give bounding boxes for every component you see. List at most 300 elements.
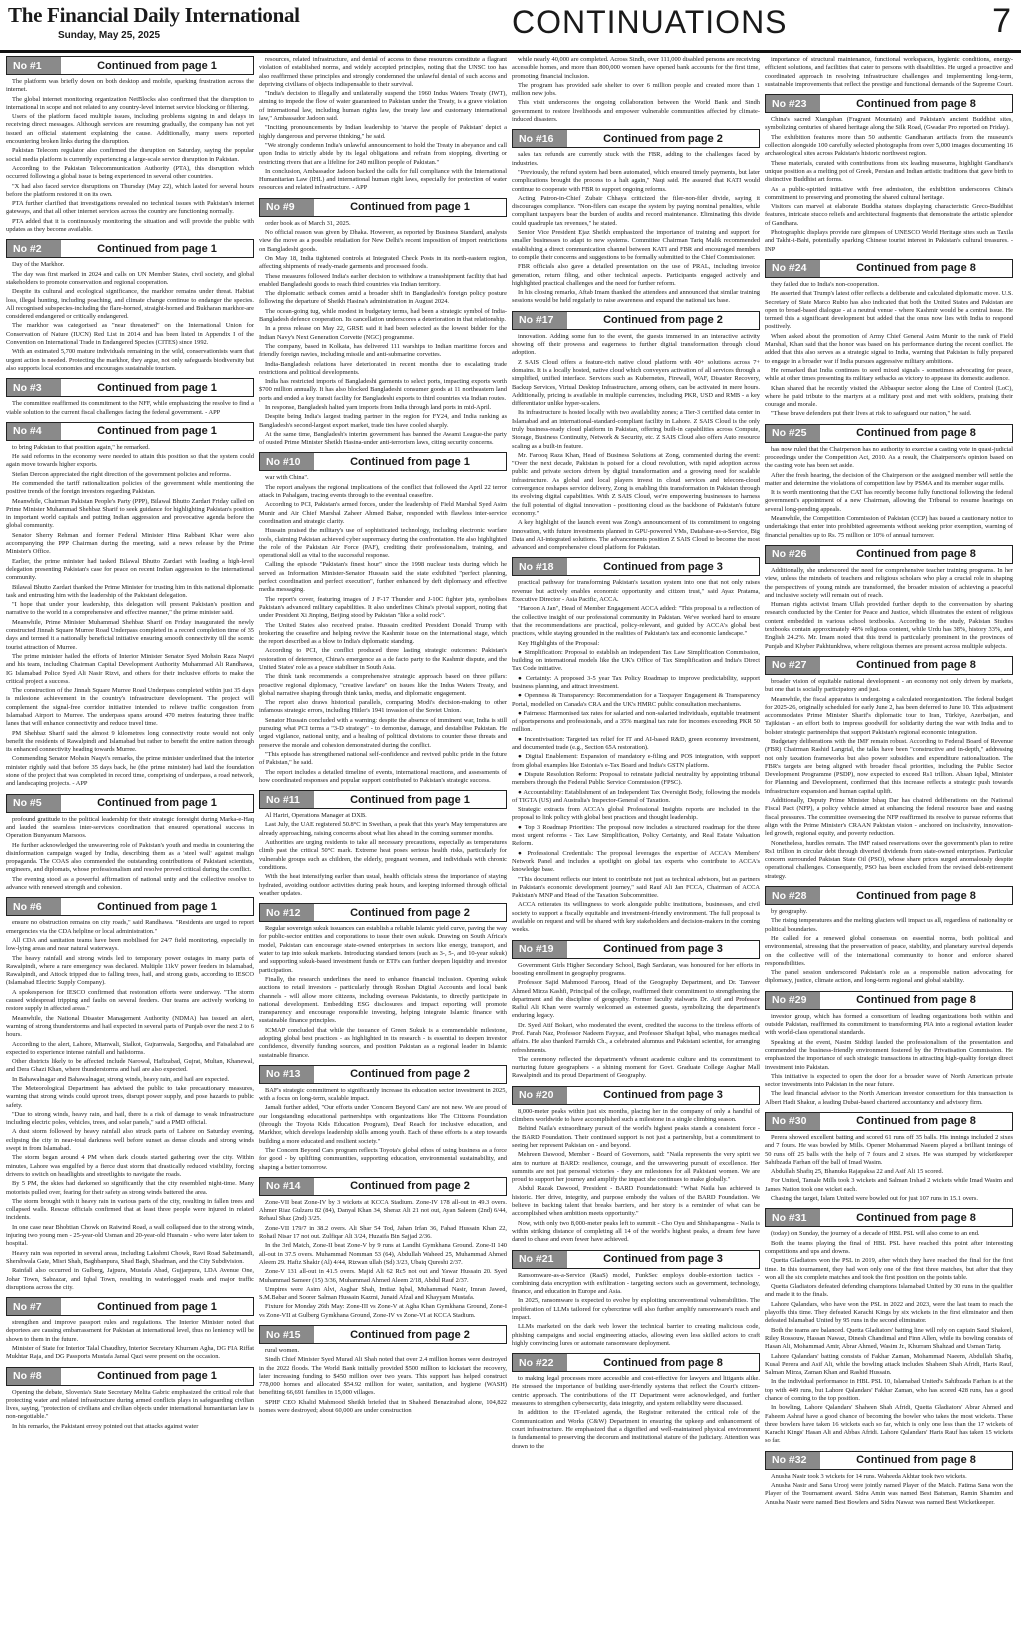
story-paragraph: The global internet monitoring organization NetBlocks also confirmed that the disruption to international in scope and not related to any country-level internet service blocking or filtering. <box>6 95 254 111</box>
column-4 <box>765 56 1013 1646</box>
story-paragraph: The panel session underscored Pakistan's role as a responsible nation advocating for diplomacy, justice, climate action, and long-term regional and global stability. <box>765 969 1013 985</box>
story-paragraph: Additionally, she underscored the need for comprehensive teacher training programs. In her view, unless the mindsets of teachers and religious scholars who play a crucial role in shaping the perspectives of young minds are transformed, the broader mission of achieving a peaceful and inclusive society will remain out of reach. <box>765 566 1013 599</box>
story-paragraph: ● Fairness: Harmonised tax rates for salaried and non-salaried individuals, equitable treatment of sportspersons and professionals, and a 35% marginal tax rate for incomes exceeding PKR 50 million. <box>512 709 760 734</box>
continued-from-label: Continued from page 3 <box>603 1253 723 1266</box>
story-number: No #30 <box>766 1113 820 1130</box>
story-paragraph: In 2025, ransomware is expected to evolve by exploiting unconventional vulnerabilities. The proliferation of LLMs tailored for cybercrime will also further amplify ransomware's reach and impact. <box>512 1297 760 1321</box>
story-paragraph: The heavy rainfall and strong winds led to temporary power outages in many parts of Rawalpindi, where a rare emergency was declared. Multiple 11kV power feeders in Islamabad, Rawalpindi, and Attock tripped due to falling trees, hail, and strong gusts, according to IESCO (Islamabad Electric Supply Company). <box>6 954 254 987</box>
continued-from-label: Continued from page 1 <box>350 201 470 214</box>
story-paragraph: When asked about the promotion of Army Chief General Asim Munir to the rank of Field Marshal, Khan said that the honor was based on his performance during the recent conflict. He added that this also serves as a strategic signal to India, warning that Pakistan is fully prepared to engage in a broader war if India pursues aggressive military ambitions. <box>765 332 1013 365</box>
story-paragraph: Behind Naila's extraordinary pursuit of the world's highest peaks stands a consistent force - the BARD Foundation. Their continued support is not just a partnership, but a commitment to seeing her represent Pakistan on - and beyond. <box>512 1125 760 1149</box>
story-paragraph: These measures followed India's earlier decision to withdraw a transshipment facility that had enabled Bangladeshi goods to reach third countries via Indian territory. <box>259 272 507 288</box>
story-paragraph: Both the teams playing the final of HBL PSL have reached this point after interesting competitions and ups and downs. <box>765 1239 1013 1255</box>
story <box>512 557 760 934</box>
story <box>259 903 507 1060</box>
story <box>259 790 507 898</box>
story-paragraph: Meanwhile, the Competition Commission of Pakistan (CCP) has issued a cautionary notice to undertakings that enter into prohibited agreements without seeking prior exemption, warning of financial penalties up to Rs. 75 million or 10% of annual turnover. <box>765 515 1013 539</box>
story-paragraph: The company, based in Kolkata, has delivered 111 warships to Indian maritime forces and friendly foreign navies, including missile and anti-submarine corvettes. <box>259 342 507 359</box>
story-header <box>259 1177 507 1196</box>
story-paragraph: Despite its cultural and ecological significance, the markhor remains under threat. Habitat loss, illegal hunting, including poaching, and climate change continue to endanger the species. All recognised subspecies-including the flare-horned, straight-horned and Bukharan markhor-are considered endangered or critically endangered. <box>6 288 254 321</box>
continued-from-label: Continued from page 2 <box>350 906 470 919</box>
story-paragraph: "Haroon A Jan", Head of Member Engagement ACCA added: "This proposal is a reflection of the collective insight of our professional community in Pakistan. We've worked hard to ensure that the recommendations are practical, policy-relevant, and guided by ACCA's global best practices, while staying grounded in the realities of Pakistan's tax and economic landscape." <box>512 605 760 638</box>
story-paragraph: Senator Hussain concluded with a warning: despite the absence of imminent war, India is still pursuing what PCI terms a "3-D strategy" - to demonise, damage, and destabilise Pakistan. He urged vigilance, national unity, and a healing of political divisions to counter these threats and preserve the morale and cohesion demonstrated during the conflict. <box>259 716 507 749</box>
story-number: No #23 <box>766 95 820 112</box>
story-paragraph: Hussain praised the military's use of sophisticated technology, including electronic warfare tools, claiming Pakistan achieved cyber supremacy during the confrontation. He also highlighted the role of the Pakistan Air Force (PAF), crediting their professionalism, training, and operational skill as vital to the successful response. <box>259 527 507 560</box>
story-paragraph: Additionally, Deputy Prime Minister Ishaq Dar has chaired deliberations on the National Fiscal Pact (NFP), a policy vehicle aimed at enhancing the federal resource base and easing fiscal pressures. The committee overseeing the NFP reaffirmed its resolve to pursue reforms that align with the Prime Minister's CRAAN Pakistan vision - anchored on inclusivity, innovation-led growth, regional equity, and poverty reduction. <box>765 797 1013 838</box>
story-paragraph: India-Bangladesh relations have deteriorated in recent months due to escalating trade restrictions and political developments. <box>259 360 507 376</box>
story-paragraph: The evening stood as a powerful affirmation of national unity and the collective resolve to advance with renewed strength and cohesion. <box>6 875 254 892</box>
story-paragraph: The rising temperatures and the melting glaciers will impact us all, regardless of nationality or political boundaries. <box>765 917 1013 933</box>
story-paragraph: Abdullah Shafiq 25, Bhanuka Rajapaksa 22 and Asif Ali 15 scored. <box>771 1168 944 1176</box>
story-paragraph: All CDA and sanitation teams have been mobilised for 24/7 field monitoring, especially in low-lying areas and near natural waterways. <box>6 936 254 953</box>
story-paragraph: Now, with only two 8,000-meter peaks left to summit - Cho Oyu and Shishapangma - Naila is within striking distance of completing all 14 of the world's highest peaks, a dream few have dared to chase and even fewer have achieved. <box>512 1219 760 1244</box>
story-paragraph: In addition to the IT-related agenda, the Registrar reiterated the critical role of the Communication and Works (C&W) Department in ensuring the upkeep and enhancement of court infrastructure. He emphasized that a dignified and well-maintained physical environment is fundamental to preserving the decorum and institutional stature of the judiciary. Attention was drawn to the <box>512 1409 760 1450</box>
story-paragraph: The ocean-going tug, while modest in budgetary terms, had been a strategic symbol of India-Bangladesh defence cooperation. Its cancellation underscores a deterioration in that relationship. <box>259 307 507 324</box>
continued-from-label: Continued from page 8 <box>856 548 976 561</box>
story <box>259 198 507 448</box>
story <box>259 1065 507 1172</box>
story <box>6 1297 254 1361</box>
story-paragraph: No official reason was given by Dhaka. However, as reported by Business Standard, analysts view the move as a possible retaliation for New Delhi's recent imposition of import restrictions on Bangladeshi goods. <box>259 229 507 253</box>
continued-from-label: Continued from page 8 <box>856 427 976 440</box>
story-paragraph: SPHF CEO Khalid Mahmood Sheikh briefed that in Shaheed Benazirabad alone, 104,822 homes were destroyed; about 60,000 are under construction <box>259 1398 507 1415</box>
story-paragraph: investor group, which has formed a consortium of leading organizations both within and outside Pakistan, reaffirmed its commitment to transforming PIA into a regional aviation leader with world-class operational standards. <box>765 1012 1013 1037</box>
story-number: No #17 <box>513 312 567 329</box>
story-header <box>512 129 760 148</box>
story-paragraph: by geography. <box>771 908 808 916</box>
story-header <box>6 1367 254 1386</box>
story-paragraph: Rainfall also occurred in Gulberg, Jajpura, Mustafa Abad, Gujjarpura, LDA Avenue One, Johar Town, Sabzazar, and Iqbal Town, resulting in waterlogged roads and major traffic disruptions across the city. <box>6 1267 254 1291</box>
story-header <box>512 1086 760 1105</box>
story-paragraph: ● Accountability: Establishment of an Independent Tax Oversight Body, following the models of TIGTA (US) and Australia's Inspector-General of Taxation. <box>512 788 760 804</box>
story-paragraph: The lead financial advisor to the North American investor consortium for this transaction is Albert Hadi Shakur, a leading Dubai-based chartered accountancy and advisory firm. <box>765 1090 1013 1106</box>
story-paragraph: Key Highlights of the Proposal: <box>518 639 600 647</box>
story <box>259 56 507 193</box>
story-paragraph: After the fresh hearing, the decision of the Chairperson or the assigned member will settle the matter and determine the violations of competition law by PSMA and its member sugar mills. <box>765 471 1013 487</box>
story-paragraph: The United States also received praise. Hussain credited President Donald Trump with brokering the ceasefire and helping revive the Kashmir issue on the international stage, which the report described as a blow to India's diplomatic standing. <box>259 621 507 646</box>
story-header <box>765 259 1013 278</box>
story-paragraph: Zone-V 131 all-out in 41.5 overs. Majid Ali 62 Rc5 not out and Yawar Hussain 20. Syed Muhammad Sameer (15) 3/36, Muhammad Ahmed Aleem 2/18, Abdul Rauf 2/37. <box>259 1268 507 1284</box>
story-paragraph: This visit underscores the ongoing collaboration between the World Bank and Sindh government to restore livelihoods and empower vulnerable communities affected by climate-induced disasters. <box>512 99 760 124</box>
masthead-bar <box>0 0 1021 53</box>
continued-from-label: Continued from page 1 <box>97 900 217 913</box>
story-paragraph: Meanwhile, the National Disaster Management Authority (NDMA) has issued an alert, warning of strong thunderstorms and hail expected in several parts of Punjab over the next 2 to 6 hours. <box>6 1014 254 1039</box>
column-2 <box>259 56 507 1646</box>
story-paragraph: By 5 PM, the skies had darkened so significantly that the city resembled night-time. Many motorists pulled over, fearing for their safety as strong winds battered the area. <box>6 1180 254 1196</box>
story-paragraph: resources, related infrastructure, and denial of access to these resources constitute a flagrant violation of established norms, and widely accepted principles, noting that the UNSC too has also reaffirmed these principles and strongly condemned the unlawful denial of such access and depriving civilians of objects indispensable to their survival. <box>259 56 507 88</box>
story-paragraph: In his closing remarks, Aftab Imam thanked the attendees and announced that similar training sessions would be held regularly to raise awareness and expand the national tax base. <box>512 289 760 305</box>
story <box>765 656 1013 881</box>
story-paragraph: The prime minister hailed the efforts of Interior Minister Senator Syed Mohsin Raza Naqvi and his team, including Chairman Capital Development Authority Muhammad Ali Randhawa, IG Islamabad Police Syed Ali Nasir Rizvi, and others for their inclusive efforts to make the critical project a success. <box>6 652 254 685</box>
story-paragraph: Both the teams are balanced. Quetta Gladiators' batting line will rely on captain Saud Shakeel, Riley Rossouw, Hassan Nawaz, Dinesh Chandimal and Finn Allen, while its bowling consists of Hasan Ali, Mohammad Amir, Abrar Ahmed, Wasim Jr., Khurram Shahzad and Usman Tariq. <box>765 1326 1013 1351</box>
story-paragraph: The program has provided safe shelter to over 6 million people and created more than 1 million new jobs. <box>512 81 760 98</box>
story-paragraph: According to PCI, Pakistan's armed forces, under the leadership of Field Marshal Syed Asim Munir and Air Chief Marshal Zaheer Ahmed Babar, responded with flawless inter-service coordination and strategic clarity. <box>259 501 507 525</box>
story-number: No #3 <box>7 379 61 396</box>
story-header <box>6 378 254 397</box>
story-number: No #25 <box>766 425 820 442</box>
story-paragraph: PTA further clarified that investigations revealed no technical issues with Pakistan's internet gateways, and that all other internet services across the country are functioning normally. <box>6 200 254 216</box>
story-paragraph: Zone-VII 179/7 in 38.2 overs. Ali Shar 54 Tod, Jahan Irfan 36, Fahad Hussain Khan 22, Rohail Nisar 17 not out. Zulfiqar Ali 3/24, Huzaifa Bin Sajjad 2/36. <box>259 1224 507 1241</box>
section-title: CONTINUATIONS <box>512 4 788 40</box>
story-paragraph: Speaking at the event, Nasim Siddiqi lauded the professionalism of the presentation and commended the business-friendly environment fostered by the Privatisation Commission. He emphasized the importance of such strategic transactions in attracting high-quality foreign direct investment into Pakistan. <box>765 1038 1013 1071</box>
story-paragraph: Last July, the UAE registered 50.8°C in Sweihan, a peak that this year's May temperatures are already approaching, raising concerns about what lies ahead in the coming summer months. <box>259 821 507 837</box>
page-number: 7 <box>992 2 1011 40</box>
story-paragraph: Z SAIS Cloud offers a feature-rich native cloud platform with 40+ solutions across 7+ domains. It is a locally hosted, native cloud which conveyers activation of all services through a simplified, unified interface. Services such as Kubernetes, Firewall, WAF, Disaster Recovery, Backup Services, Virtual Desktop Infrastructure, among others, can be activated in mere hours. Additionally, pricing is available in multiple currencies, including PKR, USD and RMB - a key differentiator unlike hyper-scalers. <box>512 358 760 408</box>
story <box>512 940 760 1081</box>
story-paragraph: This initiative is expected to open the door for a broader wave of North American private sector investments into Pakistan in the near future. <box>765 1072 1013 1089</box>
continued-from-label: Continued from page 1 <box>350 455 470 468</box>
story-paragraph: Fixture for Monday 26th May: Zone-III vs Zone-V at Agha Khan Gymkhana Ground, Zone-I vs Zone-VII at Gulberg Gymkhana Ground, Zone-IV vs Zone-VI at KCCA Stadium. <box>259 1303 507 1319</box>
continued-from-label: Continued from page 8 <box>856 262 976 275</box>
story-paragraph: Budgetary deliberations with the IMF remain robust. According to Federal Board of Revenue (FBR) Chairman Rashid Langrial, the talks have been "constructive and in-depth," addressing not only taxation frameworks but also power subsidies and expenditure rationalization. The FBR's targets are being aligned with broader fiscal priorities, including the Public Sector Development Programme (PSDP), now expected to exceed Rs1 trillion. Ahsan Iqbal, Minister for Planning and Development, confirmed that this increase reflects a strategic push towards infrastructure expansion and human capital uplift. <box>765 738 1013 795</box>
story-paragraph: The storm began around 4 PM when dark clouds started gathering over the city. Within minutes, Lahore was engulfed by a fierce dust storm that drastically reduced visibility, forcing drivers to switch on headlights and streetlights to navigate the roads. <box>6 1154 254 1178</box>
story-paragraph: Finally, the research underlines the need to enhance financial inclusion. Opening sukuk auctions to retail investors - particularly through Roshan Digital Accounts and local bank channels - will allow more citizens, including overseas Pakistanis, to directly participate in national development. Embedding ESG disclosures and impact reporting will promote transparency and encourage responsible investing, helping integrate Islamic finance with sustainable finance principles. <box>259 975 507 1025</box>
story-paragraph: He asserted that Trump's latest offer reflects a deliberate and calculated diplomatic move. U.S. Secretary of State Marco Rubio has also indicated that both the United States and Pakistan are open to broad-based dialogue - at a neutral venue - where Kashmir would be a central issue. He termed this a significant development but added that the onus now lies with India to respond positively. <box>765 290 1013 331</box>
story-paragraph: Senator Sherry Rehman and former Federal Minister Hina Rabbani Khar were also accompanying the PPP Chairman during the meeting, said a news release by the Prime Minister's Office. <box>6 531 254 556</box>
story-paragraph: "This document reflects our intent to contribute not just as technical advisors, but as partners in Pakistan's economic development journey," said Rauf Ali Jan FCCA, Chairman of ACCA Pakistan's MNP and Head of the Taxation Subcommittee. <box>512 875 760 900</box>
story-paragraph: At the same time, Bangladesh's interim government has banned the Awami League-the party of ousted Prime Minister Sheikh Hasina-under anti-terrorism laws, citing security concerns. <box>259 430 507 447</box>
story-number: No #14 <box>260 1178 314 1195</box>
story-paragraph: As a public-spirited initiative with free admission, the exhibition underscores China's commitment to preserving and promoting the shared cultural heritage. <box>765 185 1013 201</box>
continued-from-label: Continued from page 3 <box>603 1089 723 1102</box>
story-paragraph: they failed due to India's non-cooperation. <box>771 280 879 288</box>
story-paragraph: Earlier, the prime minister had tasked Bilawal Bhutto Zardari with leading a high-level delegation presenting Pakistan's case for peace on recent Indian aggression to the international community. <box>6 557 254 582</box>
story-number: No #6 <box>7 898 61 915</box>
story-paragraph: ● Incentivisation: Targeted tax relief for IT and AI-based R&D, green economy investment, and documented trade (e.g., Section 65A restoration). <box>512 735 760 752</box>
story <box>512 1086 760 1245</box>
story-paragraph: China's sacred Xiangshan (Fragrant Mountain) and Pakistan's ancient Buddhist sites, symbolizing centuries of shared heritage along the Silk Road, (Gwadar Pro reported on Friday). <box>765 116 1013 132</box>
story-paragraph: Heavy rain was reported in several areas, including Lakshmi Chowk, Ravi Road Sabzimandi, Shershwala Gate, Misri Shah, Baghbanpura, Shad Bagh, Shadman, and the City Subdivision. <box>6 1249 254 1265</box>
story-paragraph: Despite being India's largest trading partner in the region for FY24, and India ranking as Bangladesh's second-largest export market, trade ties have cooled sharply. <box>259 413 507 429</box>
story-paragraph: Dr. Syed Atif Bokari, who moderated the event, credited the success to the tireless efforts of Prof. Farah Naz, Professor Nadeem Fayyaz, and Professor Shafqat Iqbal, who manages medical affairs. He also thanked Farrukh Ch., a celebrated alumnus and Pakistani scientist, for arranging refreshments. <box>512 1021 760 1054</box>
story <box>6 794 254 893</box>
story-number: No #8 <box>7 1368 61 1385</box>
continued-from-label: Continued from page 2 <box>350 1180 470 1193</box>
story <box>765 1112 1013 1203</box>
story-number: No #24 <box>766 260 820 277</box>
story <box>512 1250 760 1349</box>
story-paragraph: The markhor was categorised as "near threatened" on the International Union for Conservation of Nature (IUCN) Red List in 2014 and has been listed in Appendix I of the Convention on International Trade in Endangered Species (CITES) since 1992. <box>6 322 254 347</box>
continued-from-label: Continued from page 1 <box>97 797 217 810</box>
story <box>765 545 1013 651</box>
story-paragraph: In the 3rd Match, Zone-II beat Zone-V by 9 runs at Landhi Gymkhana Ground. Zone-II 140 all-out in 37.5 overs. Muhammad Nomman 53 (64), Abdullah Waheed 25, Muhammad Ahmed Aleem 29. Hafiz Shakir (Al) 4/44, Rizwan ullah (Sd) 3/23, Ubaiq Qureshi 2/37. <box>259 1242 507 1266</box>
story-number: No #1 <box>7 57 61 74</box>
story-number: No #13 <box>260 1066 314 1083</box>
story-header <box>6 56 254 75</box>
story-number: No #19 <box>513 941 567 958</box>
story <box>512 129 760 305</box>
story <box>765 1208 1013 1445</box>
story-paragraph: In response, Bangladesh halted yarn imports from India through land ports in mid-April. <box>265 403 492 411</box>
story-header <box>765 1451 1013 1470</box>
story <box>765 56 1013 89</box>
story-paragraph: Users of the platform faced multiple issues, including problems signing in and delays in receiving direct messages. Although services are resuming gradually, the company has not yet issued an official statement explaining the cause. Additionally, many users reported encountering broken links during the disruption. <box>6 113 254 146</box>
story-paragraph: innovation. Adding some fun to the event, the guests immersed in an interactive activity showing off their prowess and eagerness to further digital transformation through cloud adoption. <box>512 332 760 357</box>
story-paragraph: India has restricted imports of Bangladeshi garments to select ports, impacting exports worth $700 million annually. It has also blocked Bangladeshi consumer goods at 11 northeastern land ports and ended a key transit facility for Bangladeshi exports to third countries via Indian routes. <box>259 378 507 402</box>
story-number: No #21 <box>513 1251 567 1268</box>
story-paragraph: ● Simplification: Proposal to establish an independent Tax Law Simplification Commission, building on international models like the UK's Office of Tax Simplification and India's Direct Tax Code initiative. <box>512 648 760 673</box>
story-paragraph: Strategic extracts from ACCA's global Professional Insights reports are included in the proposal to link policy with global best practices and thought leadership. <box>512 806 760 822</box>
continued-from-label: Continued from page 8 <box>856 659 976 672</box>
continued-from-label: Continued from page 8 <box>603 1356 723 1369</box>
story-paragraph: ● Top 3 Roadmap Priorities: The proposal now includes a structured roadmap for the three most urgent reforms - Tax Law Simplification, Policy Certainty, and Real Estate Valuation Reform. <box>512 823 760 848</box>
continued-from-label: Continued from page 8 <box>856 889 976 902</box>
story-paragraph: Abdul Razak Dawood, President - BARD Foundationsaid: "What Naila has achieved is historic. Her drive, integrity, and purpose embody the values of the BARD Foundation. We believe in backing talent that breaks barriers, and her story is a reminder of what can be accomplished when ambition meets opportunity." <box>512 1185 760 1218</box>
story-header <box>512 1250 760 1269</box>
story-paragraph: The storm brought with it heavy rain in various parts of the city, resulting in fallen trees and collapsed walls. Rescue officials confirmed that at least three people were injured in related incidents. <box>6 1197 254 1222</box>
story-paragraph: Jamali further added, "Our efforts under 'Concern Beyond Cars' are not new. We are proud of our longstanding educational partnerships with organizations like The Citizens Foundation (through the Toyota Kids Education Program), Deaf Reach for inclusive education, and Markhor, which develops leadership skills among youth. Each of these efforts is a step towards building a more educated and resilient society." <box>259 1104 507 1145</box>
story <box>259 1177 507 1320</box>
story-header <box>765 991 1013 1010</box>
continued-from-label: Continued from page 8 <box>856 994 976 1007</box>
story <box>259 452 507 785</box>
story-paragraph: Quetta Gladiators defeated defending champions Islamabad United by 30 runs in the qualifier and made it to the finals. <box>765 1283 1013 1299</box>
story-header <box>259 1325 507 1344</box>
dateline: Sunday, May 25, 2025 <box>58 30 161 41</box>
story-header <box>259 903 507 922</box>
story-paragraph: Ransomware-as-a-Service (RaaS) model, FunkSec employs double-extortion tactics - combining data encryption with exfiltration - targeting sectors such as government, technology, finance, and education in Europe and Asia. <box>512 1271 760 1296</box>
story <box>512 1353 760 1451</box>
story <box>6 56 254 234</box>
story-header <box>6 239 254 258</box>
story-paragraph: Chasing the target, Islam United were bowled out for just 107 runs in 15.1 overs. <box>771 1195 979 1203</box>
continued-from-label: Continued from page 8 <box>856 1454 976 1467</box>
story-paragraph: Zone-VII beat Zone-IV by 3 wickets at KCCA Stadium. Zone-IV 178 all-out in 49.3 overs. Ahmer Riaz Gulzaru 82 (84), Danyal Khan 34, Sheraz Ali 21 not out, Ayan Saleem (2nd) 6/44, Rehaul Shaz (2nd) 3/25. <box>259 1198 507 1223</box>
columns-container <box>6 56 1015 1646</box>
story-paragraph: The exhibition features more than 50 authentic Gandharan artifacts from the museum's collection alongside 100 carefully selected photographs from over 5,000 images documenting 16 archaeological sites across Pakistan's historic northwest region. <box>765 133 1013 158</box>
story <box>6 1367 254 1431</box>
story-paragraph: Meanwhile, the fiscal apparatus is undergoing a calculated reorganization. The federal budget for 2025-26, originally scheduled for early June 2, has been deferred to June 10. This adjustment accommodates Prime Minister Sharif's diplomatic tour to Iran, Türkiye, Azerbaijan, and Tajikistan - an effort both to impress goodwill for solidarity during the war with India and to bolster strategic partnerships that support Pakistan's regional economic integration. <box>765 695 1013 736</box>
continued-from-label: Continued from page 2 <box>350 1068 470 1081</box>
story-paragraph: The diplomatic setback comes amid a broader shift in Bangladesh's foreign policy posture following the departure of Sheikh Hasina's administration in August 2024. <box>259 290 507 306</box>
story-paragraph: importance of structural maintenance, functional workspaces, hygienic conditions, energy-efficient solutions, and facilities that cater to persons with disabilities. He urged a proactive and coordinated approach in resolving infrastructure challenges and implementing long-term, sustainable improvements that reflect the prestige and functional demands of the Supreme Court. <box>765 56 1013 88</box>
story-number: No #29 <box>766 992 820 1009</box>
story-header <box>765 1208 1013 1227</box>
story-paragraph: ● Digital Enablement: Expansion of mandatory e-filing and POS integration, with support from global examples like Estonia's e-Tax Board and India's GSTN platform. <box>512 753 760 769</box>
story-paragraph: He said reforms in the economy were needed to attain this position so that the system could again move towards higher exports. <box>6 453 254 469</box>
story-paragraph: to making legal processes more accessible and cost-effective for lawyers and litigants alike. He stressed the importance of building user-friendly systems that reflect the Court's citizen-centric approach. The contributions of the IT Department were acknowledged, and further measures to strengthen cybersecurity, data integrity, and system reliability were discussed. <box>512 1375 760 1408</box>
story-number: No #18 <box>513 558 567 575</box>
continued-from-label: Continued from page 1 <box>97 425 217 438</box>
story-header <box>259 452 507 471</box>
story-paragraph: Visitors can marvel at elaborate Buddha statues displaying characteristic Greco-Buddhist features, intricate stucco reliefs and architectural fragments that demonstrate the artistic splendor of Gandhara. <box>765 203 1013 227</box>
story-number: No #11 <box>260 791 314 808</box>
story-paragraph: Stefan Dercon appreciated the right direction of the government policies and reforms. <box>12 470 231 478</box>
story-paragraph: With the heat intensifying earlier than usual, health officials stress the importance of staying hydrated, avoiding outdoor activities during peak hours, and keeping informed through official weather updates. <box>259 873 507 897</box>
story-header <box>6 422 254 441</box>
story-paragraph: Khan shared that he recently visited the Abbaspur sector along the Line of Control (LoC), where he paid tribute to the martyrs at a military post and met with soldiers, praising their courage and morale. <box>765 384 1013 409</box>
story-paragraph: He commended the tariff rationalization policies of the government while mentioning the positive trends of the foreign investors regarding Pakistan. <box>6 479 254 496</box>
story-paragraph: Quetta Gladiators won the PSL in 2019, after which they have reached the final for the first time. In this tournament, they had won only one of the first three matches, but after that they won all the six complete matches and took the first position on the points table. <box>765 1257 1013 1281</box>
story <box>6 897 254 1292</box>
story-paragraph: Meanwhile, Chairman Pakistan People's Party (PPP), Bilawal Bhutto Zardari Friday called on Prime Minister Muhammad Shehbaz Sharif to seek guidance for highlighting Pakistan's position in important world capitals and putting Indian aggression and provocative agenda before the global community. <box>6 497 254 530</box>
story-number: No #28 <box>766 887 820 904</box>
story-paragraph: Mehreen Dawood, Member - Board of Governors, said: "Naila represents the very spirit we aim to nurture at BARD: resilience, courage, and the unwavering pursuit of excellence. Her summits are not just personal victories - they are milestones for all Pakistani women. We are proud to support her journey and amplify the impact she continues to make globally." <box>512 1151 760 1184</box>
story-paragraph: ● Professional Credentials: The proposal leverages the expertise of ACCA's Members' Network Panel and includes a spotlight on global tax experts who contribute to ACCA's knowledge base. <box>512 849 760 874</box>
story-paragraph: "These brave defenders put their lives at risk to safeguard our nation," he said. <box>771 410 972 418</box>
story-paragraph: ICMAP concluded that while the issuance of Green Sukuk is a commendable milestone, adopting global best practices - as highlighted in its research - is essential to deepen investor confidence, diversify funding sources, and position Pakistan as a regional leader in Islamic sustainable finance. <box>259 1026 507 1059</box>
story-paragraph: 8,000-meter peaks within just six months, placing her in the company of only a handful of climbers worldwide to have accomplished such a milestone in a single climbing season. <box>512 1107 760 1124</box>
story-number: No #5 <box>7 795 61 812</box>
story-header <box>765 424 1013 443</box>
story-paragraph: Al Hariri, Operations Manager at DXB. <box>265 812 367 820</box>
story-paragraph: He further acknowledged the unwavering role of Pakistan's youth and media in countering the disinformation campaign waged by India, describing them as a 'steel wall' against malign propaganda. The COAS also commended the outstanding contributions of Pakistani scientists, engineers, and diplomats, whose professionalism and resolve proved critical during the conflict. <box>6 841 254 874</box>
story-header <box>765 545 1013 564</box>
story-paragraph: practical pathway for transforming Pakistan's taxation system into one that not only raises revenue but actively enables economic opportunity and citizen trust," said Ayaz Pratama, Executive Director - Asia Pacific, ACCA. <box>512 579 760 604</box>
column-1 <box>6 56 254 1646</box>
story-paragraph: Human rights activist Imam Ullah provided further depth to the conversation by sharing research conducted by the Center for Peace and Justice, which illustrates the extent of religious content embedded in various school textbooks. According to the study, Pakistan Studies textbooks contain approximately 48% religious content, while Urdu has 38%, history 33%, and English 24.2%. Mr. Imam noted that this trend is particularly prominent in the provinces of Punjab and Khyber Pakhtunkhwa, where religious themes are present across multiple subjects. <box>765 601 1013 650</box>
story-paragraph: Commending Senator Mohsin Naqvi's remarks, the prime minister underlined that the interior minister rightly said that before 35 days back, he (the prime minister) had laid the foundation stone of the project that was completed in record time, comprising of underpass, a road network, and landscaping projects. - APP <box>6 755 254 788</box>
story-paragraph: "I hope that under your leadership, this delegation will present Pakistan's position and narrative to the world in a comprehensive and effective manner," the prime minister said. <box>6 601 254 617</box>
story-paragraph: broader vision of equitable national development - an economy not only driven by markets, but one that is socially participatory and just. <box>765 677 1013 694</box>
continued-from-label: Continued from page 1 <box>97 242 217 255</box>
story-paragraph: Other districts likely to be affected include Narowal, Hafizabad, Gujrat, Multan, Khanewal, and Dera Ghazi Khan, where thunderstorms and hail are also expected. <box>6 1058 254 1074</box>
story-paragraph: In conclusion, Ambassador Jadoon backed the calls for full compliance with the International Humanitarian Law (IHL) and international human right laws, especially for protection of water resources and related infrastructure. - APP <box>259 167 507 192</box>
story-paragraph: Pakistan Telecom regulator also confirmed the disruption on Saturday, saying the popular social media platform is currently experiencing a large-scale service disruption in Pakistan. <box>6 147 254 163</box>
story-paragraph: In bowling, Lahore Qalandars' Shaheen Shah Afridi, Quetta Gladiators' Abrar Ahmed and Faheem Ashraf have a good chance of becoming the bowler who takes the most wickets. These three bowlers have taken 16 wickets each so far, which is only one less than the 17 wickets of Karachi Kings' Hasan Ali and Abbas Afridi. Lahore Qalandars' Haris Rauf has taken 15 wickets so far. <box>765 1404 1013 1445</box>
story-paragraph: With an estimated 5,700 mature individuals remaining in the wild, conservationists warn that urgent action is needed. Protecting the markhor, they argue, not only safeguards biodiversity but also supports local economies and encourages sustainable tourism. <box>6 348 254 372</box>
story-number: No #31 <box>766 1209 820 1226</box>
story-paragraph: In the individual performance in HBL PSL 10, Islamabad United's Sahibzada Farhan is at the top with 449 runs, but Lahore Qalandars' Fakhar Zaman, who has scored 428 runs, has a good chance of coming to the top position. <box>765 1378 1013 1402</box>
story-number: No #27 <box>766 657 820 674</box>
story-paragraph: For United, Tamale Mills took 3 wickets and Salman Irshad 2 wickets while Imad Wasim and James Nation took one wicket each. <box>765 1177 1013 1193</box>
story-number: No #20 <box>513 1087 567 1104</box>
story <box>512 311 760 553</box>
continued-from-label: Continued from page 3 <box>603 560 723 573</box>
story-header <box>765 886 1013 905</box>
story-paragraph: "This episode has strengthened national self-confidence and revived public pride in the future of Pakistan," he said. <box>259 750 507 767</box>
continued-from-label: Continued from page 8 <box>856 1115 976 1128</box>
story-paragraph: order book as of March 31, 2025. <box>265 219 351 227</box>
story-paragraph: ● Certainty: A proposed 3-5 year Tax Policy Roadmap to improve predictability, support business planning, and attract investment. <box>512 674 760 690</box>
story-paragraph: war with China". <box>265 474 309 482</box>
story-paragraph: The platform was briefly down on both desktop and mobile, sparking frustration across the internet. <box>6 78 254 94</box>
continued-from-label: Continued from page 2 <box>350 1328 470 1341</box>
story-paragraph: The report's cover, featuring images of J F-17 Thunder and J-10C fighter jets, symbolises Pakistan's advanced military capabilities. It also underlines China's pivotal support, noting that under President Xi Jinping, Beijing stood by Pakistan "like a solid rock". <box>259 595 507 620</box>
continued-from-label: Continued from page 1 <box>350 793 470 806</box>
story-paragraph: Anusha Nasir took 3 wickets for 14 runs. Waheeda Akhtar took two wickets. <box>771 1472 967 1480</box>
story-paragraph: According to the Pakistan Telecommunication Authority (PTA), this disruption which occurred following a global issue is being experienced in several other countries. <box>6 164 254 181</box>
story-paragraph: It is worth mentioning that the CAT has recently become fully functional following the federal government's appointment of a new Chairman, allowing the Tribunal to resume hearings on several long-pending appeals. <box>765 489 1013 513</box>
story-paragraph: Calling the episode "Pakistan's finest hour" since the 1998 nuclear tests during which he served as Information Minister-Senator Hussain said the state exhibited "perfect planning, perfect coordination and perfect execution", further enhanced by deft diplomacy and effective media messaging. <box>259 561 507 594</box>
story-paragraph: rural women. <box>265 1347 300 1354</box>
story-header <box>6 897 254 916</box>
story-paragraph: profound gratitude to the political leadership for their strategic foresight during Marka-e-Haq and lauded the seamless inter-services coordination that ensured operational success in Operation Bunyanum Marsoos. <box>6 815 254 840</box>
story <box>6 422 254 789</box>
story-number: No #7 <box>7 1298 61 1315</box>
story-number: No #22 <box>513 1354 567 1371</box>
story-paragraph: Day of the Markhor. <box>12 261 65 269</box>
story-header <box>765 1112 1013 1131</box>
story-paragraph: Acting Patron-in-Chief Zubair Chhaya criticized the filer-non-filer divide, saying it discourages compliance. "Non-filers can escape the system by paying nominal penalties, while compliant taxpayers bear the burden of audits and record maintenance. Eliminating this divide could quadruple tax revenues," he stated. <box>512 194 760 227</box>
story-number: No #16 <box>513 130 567 147</box>
story <box>259 1325 507 1415</box>
story-paragraph: sales tax refunds are currently stuck with the FBR, adding to the challenges faced by industries. <box>512 151 760 167</box>
story-paragraph: Authorities are urging residents to take all necessary precautions, especially as temperatures climb past the critical 50°C mark. Extreme heat poses serious health risks, particularly for vulnerable groups such as children, the elderly, pregnant women, and individuals with chronic conditions. <box>259 839 507 871</box>
story-paragraph: has now ruled that the Chairperson has no authority to exercise a casting vote in quasi-judicial proceedings under the Competition Act, 2010. As a result, the Chairperson's opinion based on the casting vote has been set aside. <box>765 445 1013 470</box>
story-number: No #26 <box>766 546 820 563</box>
story-header <box>512 1353 760 1372</box>
story <box>765 424 1013 540</box>
story <box>765 991 1013 1107</box>
story-paragraph: ● Dispute Resolution Reform: Proposal to reinstate judicial neutrality by appointing tribunal members through the Federal Public Service Commission (FPSC). <box>512 770 760 787</box>
story-header <box>512 557 760 576</box>
story-paragraph: Photographic displays provide rare glimpses of UNESCO World Heritage sites such as Taxila and Takht-i-Bahi, potentially sparking Chinese tourist interest in Pakistan's cultural treasures. - INP <box>765 229 1013 253</box>
story-paragraph: Professor Sajid Mahmood Farooq, Head of the Geography Department, and Dr. Tanveer Ahmed Mirza Kashfi, Principal of the college, reaffirmed their commitment to strengthening the department and the discipline of geography. Former faculty stalwarts Dr. Arif and Professor Rafiul Ali Khan were warmly welcomed as esteemed guests, symbolizing the department's enduring legacy. <box>512 979 760 1020</box>
story-paragraph: "We strongly condemn India's unlawful announcement to hold the Treaty in abeyance and call upon India to strictly abide by its legal obligations and refrain from stopping, diverting or restricting rivers that are a lifeline for 240 million people of Pakistan." <box>259 141 507 166</box>
story-paragraph: Lahore Qalandars' batting consists of Fakhar Zaman, Mohammad Naeem, Abdullah Shafiq, Kusal Perera and Asif Ali, while the bowling attack includes Shaheen Shah Afridi, Haris Rauf, Salman Mirza, Zaman Khan and Rashid Hussain. <box>765 1352 1013 1377</box>
story <box>765 1451 1013 1507</box>
story-paragraph: Lahore Qalandars, who have won the PSL in 2022 and 2023, were the last team to reach the playoffs this time. They defeated Karachi Kings by six wickets in the first eliminator and then defeated Islamabad United by 95 runs in the second eliminator. <box>765 1300 1013 1325</box>
story-paragraph: In his remarks, the Pakistani envoy pointed out that attacks against water <box>12 1422 199 1430</box>
story-paragraph: "Due to strong winds, heavy rain, and hail, there is a risk of damage to weak infrastructure including electric poles, vehicles, trees, and solar panels," said a PMD official. <box>6 1110 254 1127</box>
story-paragraph: Opening the debate, Slovenia's State Secretary Melita Gabric emphasized the critical role that protecting water and related infrastructure during armed conflicts plays in safeguarding civilian lives, saying, "protection of civilians and civilian objects under international humanitarian law is non-negotiable." <box>6 1388 254 1421</box>
story-paragraph: According to PCI, the conflict produced three lasting strategic outcomes: Pakistan's restoration of deterrence, China's emergence as a de facto party to the Kashmir dispute, and the United States' role as a peace stabiliser in South Asia. <box>259 647 507 671</box>
story-paragraph: Umpires were Asim Alvi, Asghar Shah, Imtiaz Iqbal, Muhammad Nasir, Imran Jawed, S.M.Babar and Soorer Salman Hussain Kazmi, Junaid Afzal and Khayyam Mustafa. <box>259 1285 507 1302</box>
story-paragraph: The report includes a detailed timeline of events, international reactions, and assessments of how coordinated responses and popular support contributed to Pakistan's strategic success. <box>259 768 507 784</box>
story-paragraph: "Previously, the refund system had been automated, which ensured timely payments, but later complications brought the process to a halt again," Naqi said. He assured that KATI would continue to cooperate with FBR to support ongoing reforms. <box>512 168 760 193</box>
story-paragraph: ensure no obstruction remains on city roads," said Randhawa. "Residents are urged to report emergencies via the CDA helpline or local administration." <box>6 919 254 935</box>
column-3 <box>512 56 760 1646</box>
story-paragraph: Meanwhile, Prime Minister Muhammad Shehbaz Sharif on Friday inaugurated the newly constructed Jinnah Square Murree Road Underpass completed in a record completion time of 35 days and termed it a nationally beneficial initiative ensuring smooth connectivity till the scenic tourist attraction of Murree. <box>6 618 254 651</box>
continued-from-label: Continued from page 8 <box>856 97 976 110</box>
continued-from-label: Continued from page 1 <box>97 1300 217 1313</box>
continued-from-label: Continued from page 2 <box>603 132 723 145</box>
story-paragraph: BAF's strategic commitment to significantly increase its education sector investment in 2025, with a focus on long-term, scalable impact. <box>259 1086 507 1103</box>
story <box>765 259 1013 419</box>
story-paragraph: "X had also faced service disruptions on Thursday (May 22), which lasted for several hours before the platform restored it on its own. <box>6 182 254 198</box>
continued-from-label: Continued from page 8 <box>856 1211 976 1224</box>
story-paragraph: FBR officials also gave a detailed presentation on the use of PRAL, including invoice generation, return filing, and other technical aspects. Participants engaged actively and highlighted practical challenges and the need for further reform. <box>512 263 760 287</box>
story-paragraph: The committee reaffirmed its commitment to the NFF, while emphasizing the resolve to find a viable solution to the current fiscal challenges facing the federal government. - APP <box>6 400 254 416</box>
story-number: No #15 <box>260 1326 314 1343</box>
story-number: No #4 <box>7 423 61 440</box>
story-paragraph: Regular sovereign sukuk issuances can establish a reliable Islamic yield curve, paving the way for public-sector entities and corporations to issue their own sukuk. Drawing on South Africa's model, Pakistan can encourage state-owned enterprises in sectors like energy, transport, and water to tap into sukuk markets. Introducing standard tenors (such as 3-, 5-, and 10-year sukuk) and supporting sukuk-based investment funds or ETFs can further deepen liquidity and investor participation. <box>259 925 507 974</box>
story-number: No #10 <box>260 453 314 470</box>
story-paragraph: (today) on Sunday, the journey of a decade of HBL PSL will also come to an end. <box>771 1230 980 1238</box>
story-paragraph: Nonetheless, hurdles remain. The IMF raised reservations over the government's plan to retire Rs1 trillion in circular debt through diverted dividends from state-owned enterprises. Particular concern surrounded Pakistan State Oil (PSO), whose share prices surged anomalously despite operational challenges. Consequently, PSO has been excluded from the revised debt-retirement strategy. <box>765 839 1013 880</box>
story-paragraph: He called for a renewed global consensus on essential norms, both political and environmental, stressing that the preservation of peace, stability, and planetary survival depends on the collective will of the international community to honor and enforce shared responsibilities. <box>765 934 1013 967</box>
story-paragraph: The construction of the Jinnah Square Murree Road Underpass completed within just 35 days is milestone achievement in the country's infrastructure development. The project will complement the signal-free corridor initiative intended to relieve traffic congestion from Islamabad Airport to Murree. The underpass spans around 470 metres featuring three traffic lanes that will enhance connectivity and reduce travel time. <box>6 687 254 728</box>
story-paragraph: A key highlight of the launch event was Zong's announcement of its commitment to ongoing innovation, with future investments planned in GPU-powered VMs, Database-as-a-Service, Big Data and AI-integrated solutions. The advancements position Z SAIS Cloud to become the most advanced and comprehensive cloud platform for Pakistan. <box>512 519 760 552</box>
story-paragraph: PTA added that it is continuously monitoring the situation and will provide the public with updates as they become available. <box>6 217 254 234</box>
continued-from-label: Continued from page 2 <box>603 314 723 327</box>
story-paragraph: The day was first marked in 2024 and calls on UN Member States, civil society, and global stakeholders to promote conservation and regional cooperation. <box>6 270 254 286</box>
story-paragraph: while nearly 40,000 are completed. Across Sindh, over 111,000 disabled persons are receiving accessible homes, and more than 800,000 women have opened bank accounts for the first time, promoting financial inclusion. <box>512 56 760 80</box>
continued-from-label: Continued from page 3 <box>603 943 723 956</box>
story-paragraph: Anusha Nasir and Sana Urooj were jointly named Player of the Match. Fatima Sana won the Player of the Tournament award. Sidra Amin was named Best Batsman, Ramin Shamim and Anusha Nasir were named Best Bowlers and Sidra Nawaz was named Best Wicketkeeper. <box>765 1482 1013 1506</box>
story-paragraph: "Inciting pronouncements by Indian leadership to 'starve the people of Pakistan' depict a highly dangerous and perverse thinking," he said. <box>259 124 507 140</box>
story-header <box>765 94 1013 113</box>
story-paragraph: In Bahawalnagar and Bahawalnagar, strong winds, heavy rain, and hail are expected. <box>12 1075 230 1083</box>
story-paragraph: Its infrastructure is hosted locally with two availability zones; a Tier-3 certified data center in Islamabad and an international-standard-compliant facility in Lahore. Z SAIS Cloud is the only truly business-ready cloud platform in Pakistan, offering built-in capabilities across Compute, Storage, Business Continuity, Network & Security, etc. Z SAIS Cloud also offers Auto resource scaling as a built-in feature. <box>512 409 760 450</box>
story-paragraph: to bring Pakistan to that position again," he remarked. <box>12 443 150 451</box>
story-header <box>512 311 760 330</box>
story-paragraph: On May 18, India tightened controls at Integrated Check Posts in its north-eastern region, affecting shipments of ready-made garments and processed foods. <box>259 254 507 271</box>
story-number: No #32 <box>766 1452 820 1469</box>
story-paragraph: He remarked that India continues to seed mixed signals - sometimes advocating for peace, while at other times presenting its military setbacks as victory to appease its domestic audience. <box>765 366 1013 383</box>
masthead-title: The Financial Daily International <box>8 3 300 27</box>
story <box>512 56 760 124</box>
story-paragraph: The report also draws historical parallels, comparing Modi's decision-making to other infamous strategic errors, including Hitler's 1941 invasion of the Soviet Union. <box>259 699 507 715</box>
story-paragraph: The Concern Beyond Cars program reflects Toyota's global ethos of using business as a force for good - by uplifting communities, supporting education, environmental sustainability, and shaping a better tomorrow. <box>259 1146 507 1171</box>
story-paragraph: Sindh Chief Minister Syed Murad Ali Shah noted that over 2.4 million homes were destroyed in the 2022 floods. The World Bank initially provided $500 million to kickstart the recovery, later increasing funding to $450 million over two years. This support has helped construct 778,000 homes and allocated $54.92 million for water, sanitation, and hygiene (WASH) benefiting 66,691 families in 15,000 villages. <box>259 1356 507 1397</box>
story-paragraph: Minister of State for Interior Talal Chaudhry, Interior Secretary Khurram Agha, DG FIA Riffat Mukhtar Raja, and DG Passports Mustafa Jamal Qazi were present on the occasion. <box>6 1345 254 1361</box>
story <box>6 378 254 417</box>
story-paragraph: The Meteorological Department has advised the public to take precautionary measures, warning that strong winds could uproot trees, disrupt power supply, and pose hazards to public safety. <box>6 1084 254 1109</box>
story-header <box>6 794 254 813</box>
story-paragraph: Senior Vice President Ejaz Sheikh emphasized the importance of training and support for smaller businesses to adapt to new systems. Committee Chairman Tariq Malik recommended establishing a direct communication channel between KATI and FBR and encouraged members to compile their concerns and suggestions to be formally submitted to the Chief Commissioner. <box>512 229 760 261</box>
